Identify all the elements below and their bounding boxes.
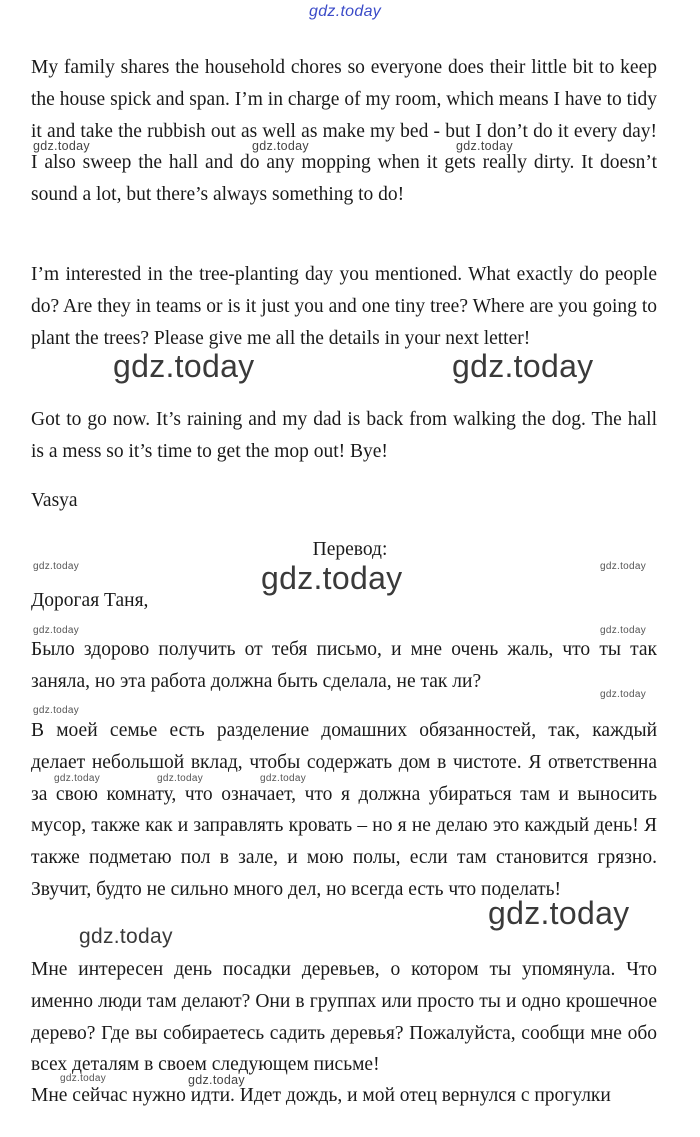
watermark: gdz.today: [452, 348, 594, 384]
watermark: gdz.today: [600, 561, 647, 572]
watermark: gdz.today: [252, 139, 309, 153]
english-signature: Vasya: [31, 490, 78, 511]
translation-paragraph-4: Мне сейчас нужно идти. Идет дождь, и мой отец вернулся с прогулки: [31, 1085, 611, 1106]
translation-paragraph-2: В моей семье есть разделение домашних обязанностей, так, каждый делает небольшой вклад, чтобы содержать дом в чистоте. Я ответственна за свою комнату, что означает, что я должна убираться там и выносить мусор, также как и заправлять кровать – но я не делаю это каждый день! Я также подметаю пол в зале, и мою полы, если там становится грязно. Звучит, будто не сильно много дел, но всегда есть что поделать!: [31, 720, 657, 900]
watermark: gdz.today: [33, 561, 80, 572]
watermark: gdz.today: [79, 925, 173, 948]
english-paragraph-2: I’m interested in the tree-planting day you mentioned. What exactly do people do? Are they in teams or is it just you and one tiny tree? Where are you going to plant the trees? Please give me all the details in your next letter!: [31, 264, 657, 349]
watermark: gdz.today: [261, 560, 403, 596]
translation-greeting: Дорогая Таня,: [31, 590, 149, 611]
watermark: gdz.today: [33, 705, 80, 716]
watermark: gdz.today: [260, 773, 307, 784]
watermark: gdz.today: [456, 139, 513, 153]
watermark: gdz.today: [113, 348, 255, 384]
translation-paragraph-1: Было здорово получить от тебя письмо, и мне очень жаль, что ты так заняла, но эта работа должна быть сделала, не так ли?: [31, 639, 657, 692]
watermark: gdz.today: [33, 139, 90, 153]
header-watermark: gdz.today: [309, 3, 382, 20]
watermark: gdz.today: [33, 625, 80, 636]
watermark: gdz.today: [600, 625, 647, 636]
translation-paragraph-3: Мне интересен день посадки деревьев, о котором ты упомянула. Что именно люди там делают? Они в группах или просто ты и одно крошечное дерево? Где вы собираетесь садить деревья? Пожалуйста, сообщи мне обо всех деталям в своем следующем письме!: [31, 959, 657, 1076]
translation-title: Перевод:: [312, 539, 388, 560]
watermark: gdz.today: [188, 1073, 245, 1087]
watermark: gdz.today: [488, 895, 630, 931]
english-paragraph-1: My family shares the household chores so everyone does their little bit to keep the house spick and span. I’m in charge of my room, which means I have to tidy it and take the rubbish out as well as make my bed - but I don’t do it every day! I also sweep the hall and do any mopping when it gets really dirty. It doesn’t sound a lot, but there’s always something to do!: [31, 57, 657, 206]
watermark: gdz.today: [157, 773, 204, 784]
watermark: gdz.today: [60, 1073, 107, 1084]
english-paragraph-3: Got to go now. It’s raining and my dad is back from walking the dog. The hall is a mess so it’s time to get the mop out! Bye!: [31, 409, 657, 462]
watermark: gdz.today: [54, 773, 101, 784]
watermark: gdz.today: [600, 689, 647, 700]
